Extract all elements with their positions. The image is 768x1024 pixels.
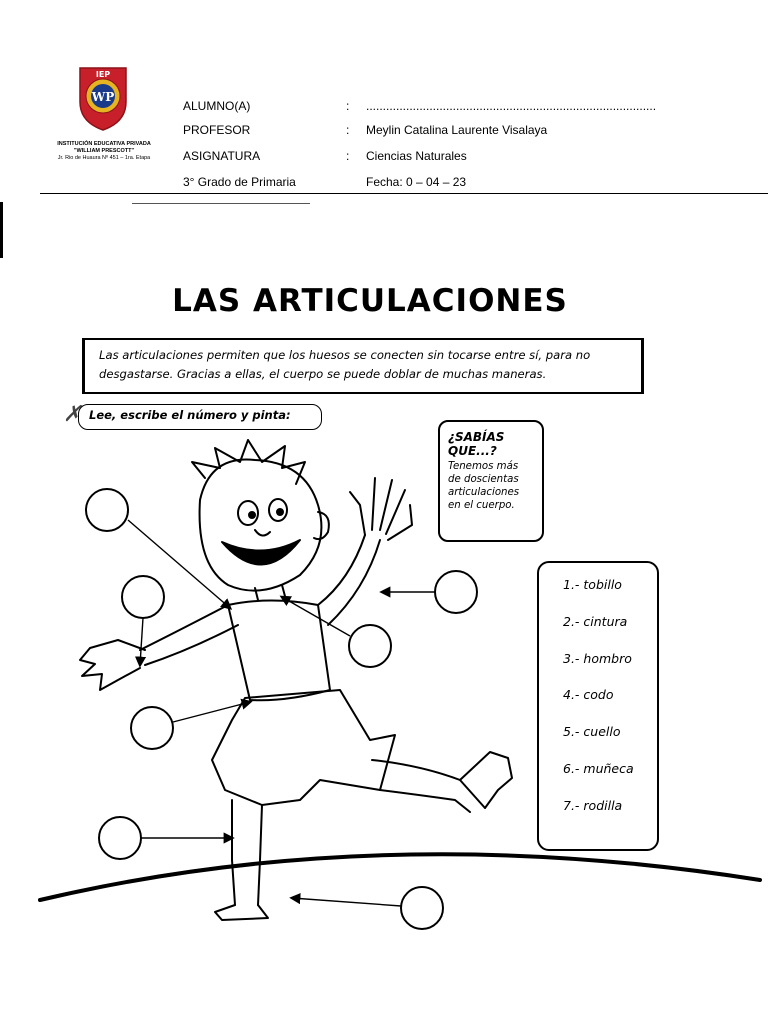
page-edge-mark — [0, 202, 3, 258]
field-value-profesor: Meylin Catalina Laurente Visalaya — [366, 123, 548, 137]
pointer-ankle — [292, 898, 401, 906]
boy-leg-right — [372, 760, 485, 812]
answer-circle-7 — [401, 887, 443, 929]
answer-circle-2 — [122, 576, 164, 618]
logo-badge-text: IEP — [95, 70, 111, 79]
answer-circle-5 — [435, 571, 477, 613]
boy-foot-left — [215, 905, 268, 920]
boy-neck — [255, 585, 286, 600]
did-you-know-body: Tenemos más de doscientas articulaciones en el cuerpo. — [448, 461, 520, 511]
ground-line — [40, 854, 760, 900]
option-item: 4.- codo — [563, 687, 614, 703]
field-label-grado: 3° Grado de Primaria — [183, 175, 296, 189]
answer-circle-4 — [99, 817, 141, 859]
worksheet-title: LAS ARTICULACIONES — [172, 283, 568, 319]
logo-monogram: WP — [91, 90, 115, 104]
boy-leg-left — [232, 800, 262, 905]
boy-arm-right — [318, 535, 380, 625]
option-item: 1.- tobillo — [563, 577, 622, 592]
header-divider — [40, 193, 768, 194]
answer-circle-1 — [86, 489, 128, 531]
option-item: 7.- rodilla — [563, 797, 623, 813]
school-address: Jr. Rio de Huaura Nº 451 – 1ra. Etapa — [57, 155, 151, 161]
field-colon-asignatura: : — [346, 149, 350, 163]
field-colon-alumno: : — [346, 99, 350, 113]
boy-hand-right — [350, 478, 412, 540]
field-label-profesor: PROFESOR — [183, 123, 251, 137]
boy-foot-right — [460, 752, 512, 808]
pointer-waist — [173, 702, 250, 722]
short-divider — [132, 203, 310, 204]
pointer-neck — [282, 597, 350, 636]
boy-nose — [255, 530, 270, 536]
did-you-know-heading: ¿SABÍAS QUE...? — [448, 430, 505, 458]
answer-circle-3 — [131, 707, 173, 749]
option-item: 5.- cuello — [563, 724, 621, 740]
answer-circle-6 — [349, 625, 391, 667]
school-name: INSTITUCIÓN EDUCATIVA PRIVADA — [57, 141, 151, 147]
boy-head — [200, 460, 322, 591]
boy-hand-left — [80, 640, 145, 690]
field-colon-profesor: : — [346, 123, 350, 137]
option-item: 6.- muñeca — [563, 760, 634, 776]
field-value-alumno: ....................................................................................... — [366, 99, 657, 113]
field-value-fecha: Fecha: 0 – 04 – 23 — [366, 175, 467, 189]
option-item: 2.- cintura — [563, 613, 628, 629]
pointer-wrist — [140, 618, 143, 665]
school-logo — [74, 64, 132, 132]
boy-shorts — [212, 690, 395, 805]
joint-options-box — [537, 561, 659, 851]
field-label-alumno: ALUMNO(A) — [183, 99, 251, 113]
field-value-asignatura: Ciencias Naturales — [366, 149, 467, 163]
option-item: 3.- hombro — [563, 650, 632, 666]
school-subtitle: "WILLIAM PRESCOTT" — [73, 148, 135, 154]
boy-mouth — [222, 540, 300, 565]
instruction-text: Lee, escribe el número y pinta: — [78, 404, 322, 430]
field-label-asignatura: ASIGNATURA — [183, 149, 261, 163]
pencil-mark-icon: ✗ — [63, 402, 82, 427]
did-you-know-box — [438, 420, 544, 542]
intro-text: Las articulaciones permiten que los huesos se conecten sin tocarse entre sí, para no desgastarse. Gracias a ellas, el cuerpo se puede doblar de muchas maneras. — [82, 338, 644, 394]
